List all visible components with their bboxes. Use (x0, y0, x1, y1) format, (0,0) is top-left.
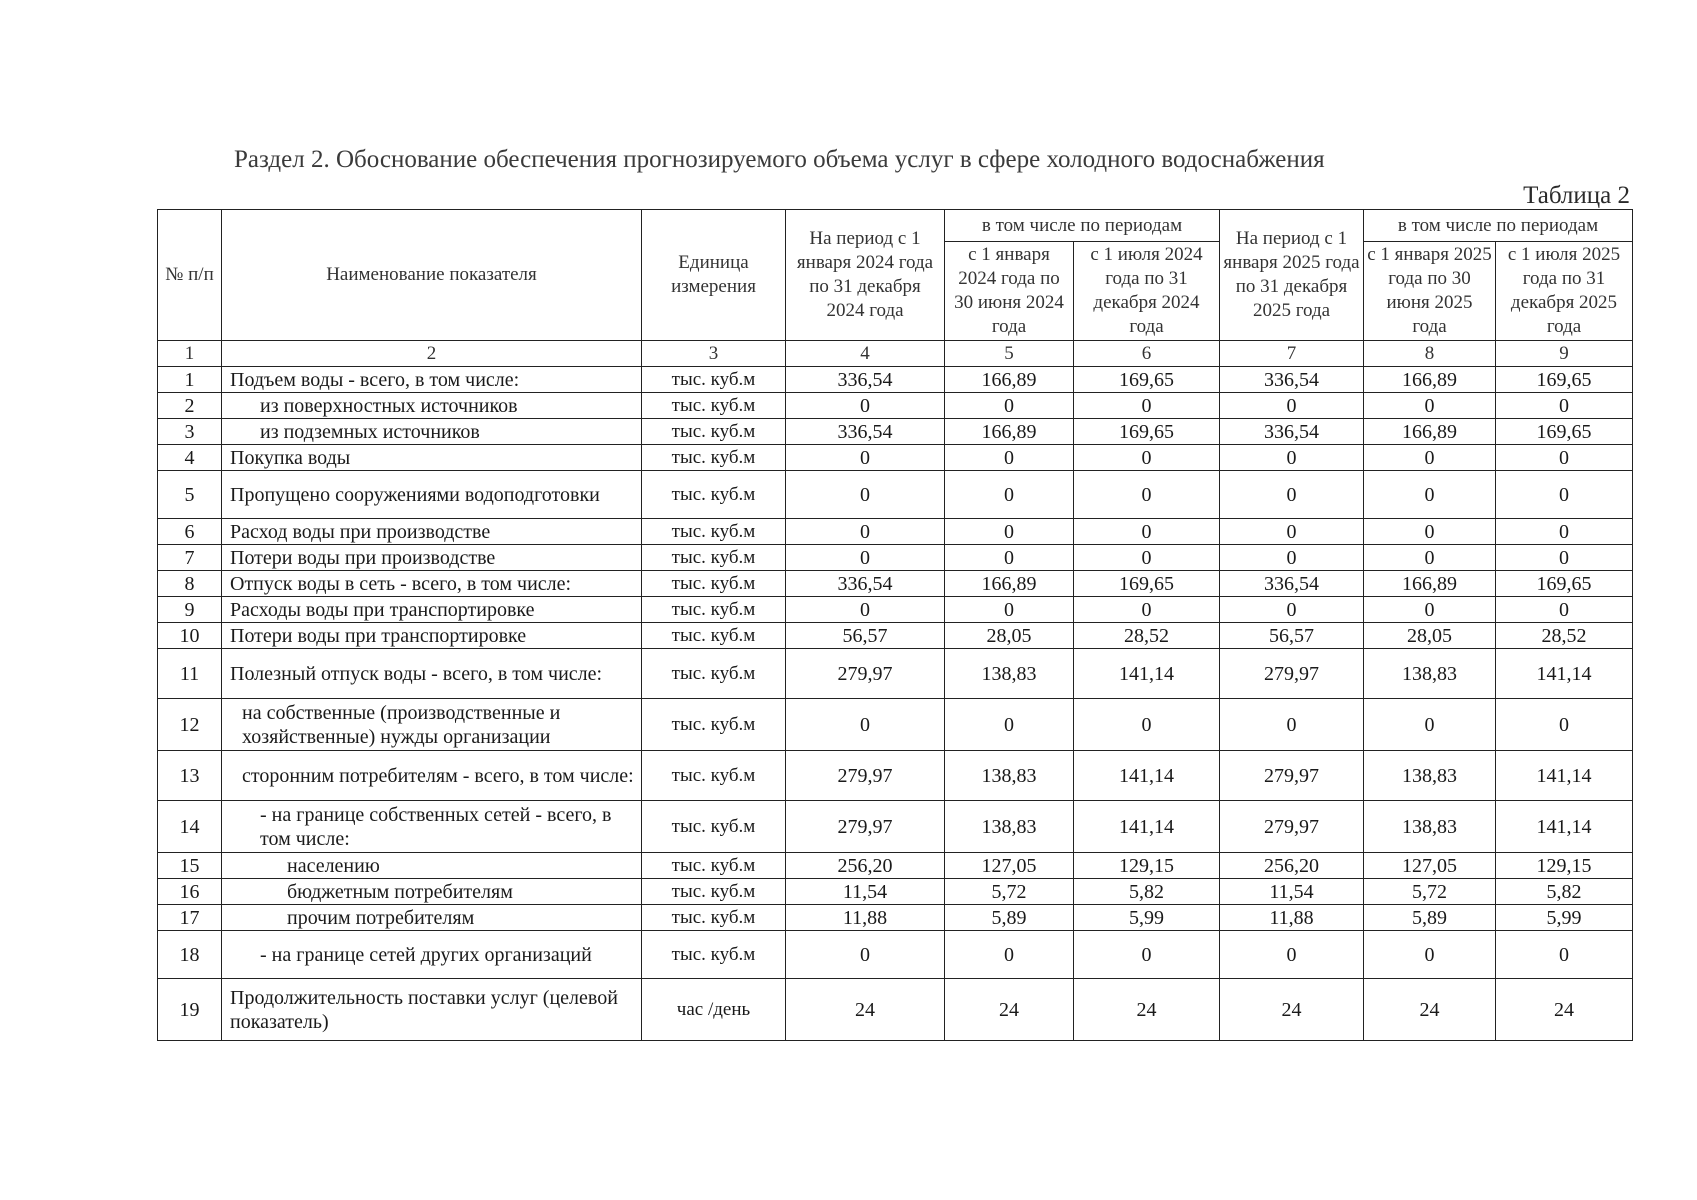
table-row (158, 519, 1633, 545)
row-number: 17 (158, 905, 222, 931)
value-cell: 28,52 (1074, 623, 1220, 649)
value-cell: 0 (786, 597, 945, 623)
value-cell: 141,14 (1496, 801, 1633, 853)
table-row (158, 905, 1633, 931)
unit-cell: тыс. куб.м (642, 801, 786, 853)
table-row (158, 979, 1633, 1041)
value-cell: 336,54 (786, 571, 945, 597)
value-cell: 279,97 (786, 751, 945, 801)
value-cell: 5,72 (1364, 879, 1496, 905)
value-cell: 0 (786, 519, 945, 545)
value-cell: 28,05 (945, 623, 1074, 649)
value-cell: 279,97 (1220, 751, 1364, 801)
header-including-periods-2024: в том числе по периодам (945, 210, 1220, 242)
value-cell: 0 (1364, 393, 1496, 419)
value-cell: 56,57 (786, 623, 945, 649)
value-cell: 0 (1496, 519, 1633, 545)
indicator-name: Покупка воды (222, 445, 642, 471)
value-cell: 0 (1220, 445, 1364, 471)
row-number: 6 (158, 519, 222, 545)
row-number: 15 (158, 853, 222, 879)
value-cell: 0 (945, 519, 1074, 545)
value-cell: 11,54 (786, 879, 945, 905)
value-cell: 56,57 (1220, 623, 1364, 649)
row-number: 18 (158, 931, 222, 979)
value-cell: 256,20 (1220, 853, 1364, 879)
value-cell: 5,99 (1496, 905, 1633, 931)
value-cell: 0 (1364, 931, 1496, 979)
row-number: 9 (158, 597, 222, 623)
unit-cell: тыс. куб.м (642, 597, 786, 623)
value-cell: 0 (1364, 597, 1496, 623)
table-row (158, 751, 1633, 801)
value-cell: 0 (945, 471, 1074, 519)
value-cell: 169,65 (1074, 571, 1220, 597)
indicator-name: сторонним потребителям - всего, в том числе: (222, 751, 642, 801)
value-cell: 24 (1364, 979, 1496, 1041)
header-2024-first-half: с 1 января 2024 года по 30 июня 2024 года (945, 242, 1074, 341)
unit-cell: тыс. куб.м (642, 519, 786, 545)
unit-cell: тыс. куб.м (642, 751, 786, 801)
row-number: 1 (158, 367, 222, 393)
row-number: 19 (158, 979, 222, 1041)
unit-cell: тыс. куб.м (642, 699, 786, 751)
table-row (158, 471, 1633, 519)
value-cell: 0 (1074, 519, 1220, 545)
value-cell: 5,99 (1074, 905, 1220, 931)
value-cell: 0 (1496, 545, 1633, 571)
value-cell: 169,65 (1496, 419, 1633, 445)
value-cell: 169,65 (1074, 419, 1220, 445)
value-cell: 24 (1220, 979, 1364, 1041)
table-row (158, 931, 1633, 979)
indicator-name: Расход воды при производстве (222, 519, 642, 545)
value-cell: 0 (1074, 597, 1220, 623)
table-row (158, 419, 1633, 445)
value-cell: 336,54 (786, 419, 945, 445)
table-row (158, 571, 1633, 597)
indicator-name: Полезный отпуск воды - всего, в том числе: (222, 649, 642, 699)
header-2024-second-half: с 1 июля 2024 года по 31 декабря 2024 года (1074, 242, 1220, 341)
value-cell: 141,14 (1496, 751, 1633, 801)
value-cell: 0 (1364, 699, 1496, 751)
value-cell: 256,20 (786, 853, 945, 879)
value-cell: 0 (786, 545, 945, 571)
table-row (158, 801, 1633, 853)
column-number: 5 (945, 341, 1074, 367)
header-2025-second-half: с 1 июля 2025 года по 31 декабря 2025 года (1496, 242, 1633, 341)
value-cell: 129,15 (1074, 853, 1220, 879)
unit-cell: тыс. куб.м (642, 419, 786, 445)
value-cell: 0 (945, 445, 1074, 471)
unit-cell: тыс. куб.м (642, 931, 786, 979)
value-cell: 0 (1074, 471, 1220, 519)
value-cell: 24 (786, 979, 945, 1041)
table-row (158, 853, 1633, 879)
value-cell: 0 (1364, 545, 1496, 571)
value-cell: 279,97 (786, 649, 945, 699)
value-cell: 24 (1496, 979, 1633, 1041)
header-period-2025: На период с 1 января 2025 года по 31 декабря 2025 года (1220, 210, 1364, 341)
row-number: 13 (158, 751, 222, 801)
value-cell: 141,14 (1074, 751, 1220, 801)
indicator-name: Потери воды при транспортировке (222, 623, 642, 649)
unit-cell: тыс. куб.м (642, 879, 786, 905)
value-cell: 24 (945, 979, 1074, 1041)
value-cell: 5,82 (1496, 879, 1633, 905)
unit-cell: тыс. куб.м (642, 905, 786, 931)
value-cell: 138,83 (1364, 751, 1496, 801)
column-number-row (158, 341, 1633, 367)
value-cell: 0 (1496, 931, 1633, 979)
value-cell: 0 (786, 699, 945, 751)
row-number: 11 (158, 649, 222, 699)
value-cell: 0 (786, 471, 945, 519)
unit-cell: тыс. куб.м (642, 545, 786, 571)
unit-cell: тыс. куб.м (642, 649, 786, 699)
value-cell: 0 (786, 931, 945, 979)
indicator-name: Подъем воды - всего, в том числе: (222, 367, 642, 393)
unit-cell: тыс. куб.м (642, 393, 786, 419)
indicator-name: из подземных источников (222, 419, 642, 445)
value-cell: 0 (1074, 545, 1220, 571)
value-cell: 169,65 (1496, 367, 1633, 393)
unit-cell: тыс. куб.м (642, 471, 786, 519)
value-cell: 0 (1220, 471, 1364, 519)
indicator-name: бюджетным потребителям (222, 879, 642, 905)
value-cell: 166,89 (945, 367, 1074, 393)
header-number: № п/п (158, 210, 222, 341)
table-row (158, 445, 1633, 471)
indicator-name: Расходы воды при транспортировке (222, 597, 642, 623)
indicator-name: из поверхностных источников (222, 393, 642, 419)
row-number: 10 (158, 623, 222, 649)
value-cell: 169,65 (1496, 571, 1633, 597)
value-cell: 138,83 (945, 801, 1074, 853)
value-cell: 5,72 (945, 879, 1074, 905)
value-cell: 141,14 (1074, 649, 1220, 699)
table-row (158, 597, 1633, 623)
column-number: 4 (786, 341, 945, 367)
value-cell: 169,65 (1074, 367, 1220, 393)
value-cell: 0 (1220, 597, 1364, 623)
unit-cell: тыс. куб.м (642, 853, 786, 879)
row-number: 16 (158, 879, 222, 905)
value-cell: 138,83 (945, 751, 1074, 801)
value-cell: 28,52 (1496, 623, 1633, 649)
column-number: 8 (1364, 341, 1496, 367)
unit-cell: тыс. куб.м (642, 623, 786, 649)
value-cell: 336,54 (1220, 419, 1364, 445)
header-period-2024: На период с 1 января 2024 года по 31 декабря 2024 года (786, 210, 945, 341)
row-number: 3 (158, 419, 222, 445)
value-cell: 0 (1496, 471, 1633, 519)
value-cell: 138,83 (1364, 801, 1496, 853)
value-cell: 0 (945, 393, 1074, 419)
column-number: 9 (1496, 341, 1633, 367)
indicator-name: Потери воды при производстве (222, 545, 642, 571)
indicator-name: на собственные (производственные и хозяйственные) нужды организации (222, 699, 642, 751)
column-number: 2 (222, 341, 642, 367)
value-cell: 0 (1496, 445, 1633, 471)
value-cell: 0 (945, 545, 1074, 571)
indicator-name: Продолжительность поставки услуг (целевой показатель) (222, 979, 642, 1041)
unit-cell: тыс. куб.м (642, 571, 786, 597)
value-cell: 0 (1074, 699, 1220, 751)
value-cell: 0 (1220, 931, 1364, 979)
value-cell: 28,05 (1364, 623, 1496, 649)
value-cell: 0 (1220, 545, 1364, 571)
value-cell: 0 (786, 393, 945, 419)
value-cell: 279,97 (1220, 649, 1364, 699)
indicator-name: Пропущено сооружениями водоподготовки (222, 471, 642, 519)
value-cell: 5,89 (945, 905, 1074, 931)
column-number: 6 (1074, 341, 1220, 367)
indicator-name: прочим потребителям (222, 905, 642, 931)
value-cell: 11,54 (1220, 879, 1364, 905)
value-cell: 0 (1496, 597, 1633, 623)
value-cell: 0 (786, 445, 945, 471)
value-cell: 127,05 (1364, 853, 1496, 879)
indicator-name: Отпуск воды в сеть - всего, в том числе: (222, 571, 642, 597)
value-cell: 24 (1074, 979, 1220, 1041)
table-row (158, 879, 1633, 905)
table-row (158, 393, 1633, 419)
value-cell: 11,88 (786, 905, 945, 931)
table-row (158, 367, 1633, 393)
value-cell: 166,89 (945, 571, 1074, 597)
table-row (158, 545, 1633, 571)
value-cell: 0 (1220, 393, 1364, 419)
value-cell: 129,15 (1496, 853, 1633, 879)
header-including-periods-2025: в том числе по периодам (1364, 210, 1633, 242)
row-number: 7 (158, 545, 222, 571)
table-label: Таблица 2 (1523, 182, 1630, 209)
value-cell: 138,83 (1364, 649, 1496, 699)
value-cell: 0 (1364, 519, 1496, 545)
value-cell: 141,14 (1496, 649, 1633, 699)
value-cell: 138,83 (945, 649, 1074, 699)
value-cell: 141,14 (1074, 801, 1220, 853)
table-row (158, 699, 1633, 751)
value-cell: 0 (1074, 931, 1220, 979)
value-cell: 0 (1496, 393, 1633, 419)
value-cell: 166,89 (1364, 367, 1496, 393)
value-cell: 336,54 (1220, 571, 1364, 597)
value-cell: 127,05 (945, 853, 1074, 879)
value-cell: 11,88 (1220, 905, 1364, 931)
value-cell: 5,82 (1074, 879, 1220, 905)
indicator-name: - на границе сетей других организаций (222, 931, 642, 979)
header-unit: Единица измерения (642, 210, 786, 341)
row-number: 2 (158, 393, 222, 419)
water-supply-table (157, 209, 1633, 1041)
table-row (158, 649, 1633, 699)
value-cell: 336,54 (1220, 367, 1364, 393)
row-number: 5 (158, 471, 222, 519)
value-cell: 0 (1364, 445, 1496, 471)
value-cell: 0 (1220, 699, 1364, 751)
table-row (158, 623, 1633, 649)
value-cell: 336,54 (786, 367, 945, 393)
column-number: 3 (642, 341, 786, 367)
header-2025-first-half: с 1 января 2025 года по 30 июня 2025 года (1364, 242, 1496, 341)
indicator-name: населению (222, 853, 642, 879)
value-cell: 0 (945, 699, 1074, 751)
value-cell: 0 (1074, 445, 1220, 471)
value-cell: 0 (945, 597, 1074, 623)
header-indicator-name: Наименование показателя (222, 210, 642, 341)
column-number: 7 (1220, 341, 1364, 367)
value-cell: 0 (1496, 699, 1633, 751)
value-cell: 279,97 (1220, 801, 1364, 853)
value-cell: 0 (1364, 471, 1496, 519)
row-number: 8 (158, 571, 222, 597)
value-cell: 0 (1074, 393, 1220, 419)
row-number: 4 (158, 445, 222, 471)
unit-cell: тыс. куб.м (642, 445, 786, 471)
unit-cell: час /день (642, 979, 786, 1041)
unit-cell: тыс. куб.м (642, 367, 786, 393)
row-number: 14 (158, 801, 222, 853)
column-number: 1 (158, 341, 222, 367)
value-cell: 5,89 (1364, 905, 1496, 931)
row-number: 12 (158, 699, 222, 751)
indicator-name: - на границе собственных сетей - всего, в том числе: (222, 801, 642, 853)
section-title: Раздел 2. Обоснование обеспечения прогнозируемого объема услуг в сфере холодного водоснабжения (234, 146, 1325, 173)
value-cell: 279,97 (786, 801, 945, 853)
value-cell: 166,89 (1364, 419, 1496, 445)
value-cell: 0 (1220, 519, 1364, 545)
value-cell: 166,89 (1364, 571, 1496, 597)
value-cell: 0 (945, 931, 1074, 979)
value-cell: 166,89 (945, 419, 1074, 445)
